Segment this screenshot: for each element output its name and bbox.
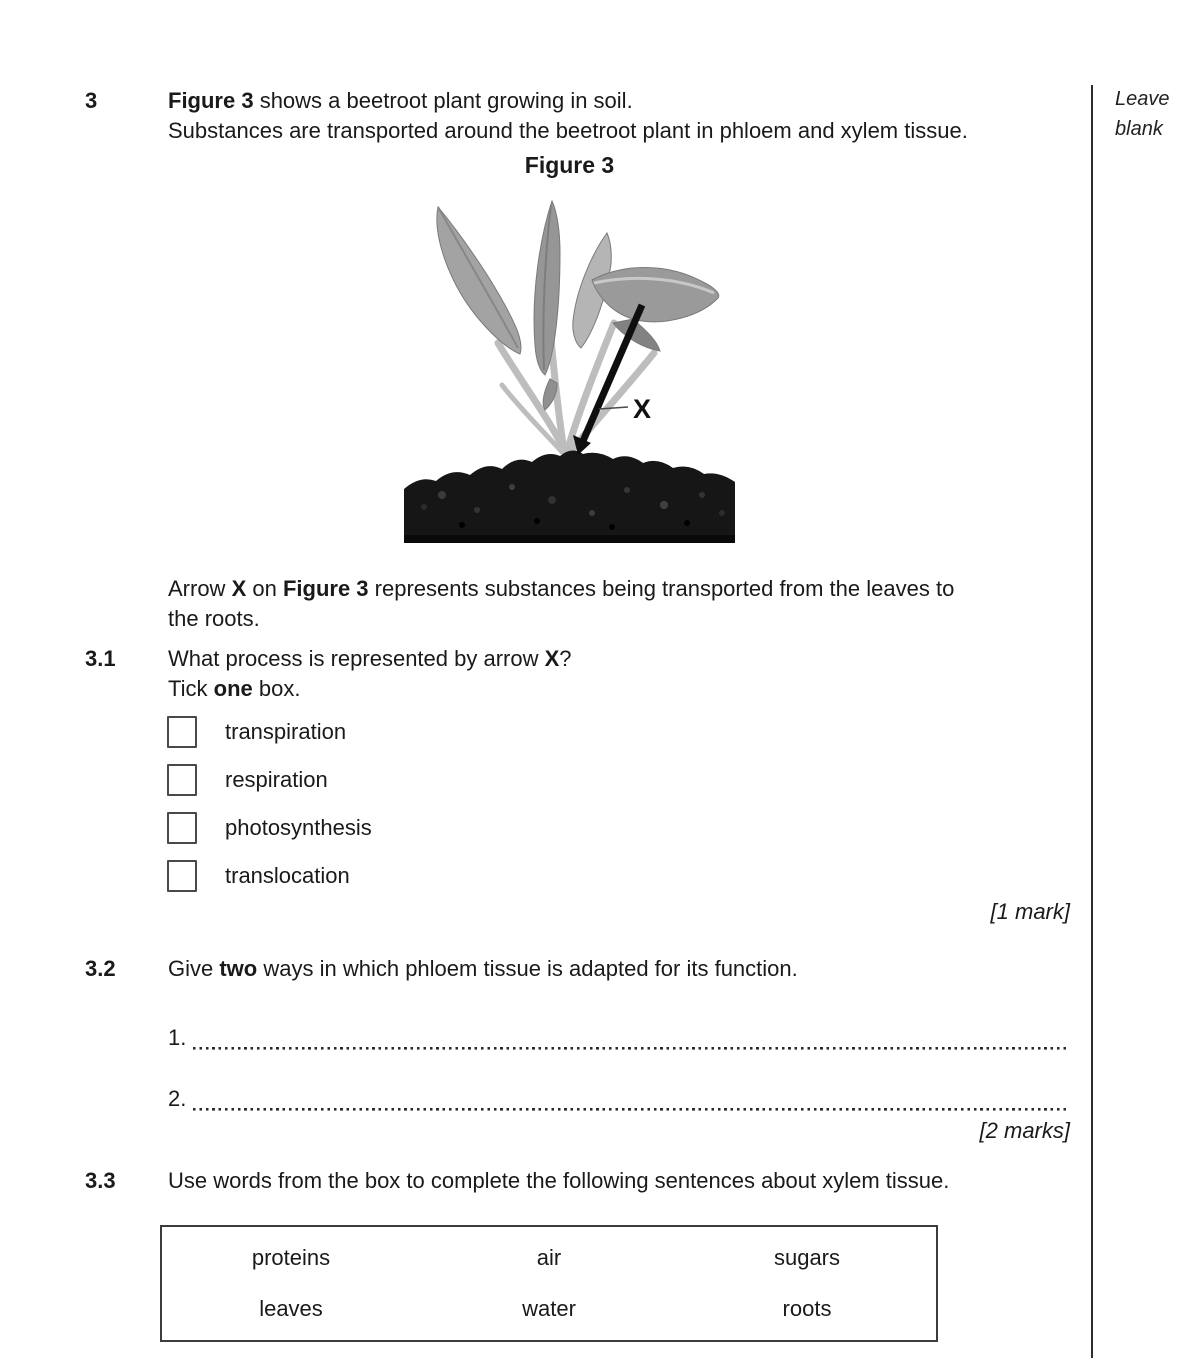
q31-marks: [1 mark] xyxy=(990,899,1070,924)
leave-blank-line2: blank xyxy=(1115,118,1163,140)
x-callout-line xyxy=(599,407,628,409)
leave-blank-line1: Leave xyxy=(1115,88,1170,110)
arrow-note xyxy=(168,574,1068,634)
answer-line-1-label: 1. xyxy=(168,1025,187,1050)
word-water: water xyxy=(522,1295,576,1321)
answer-line-2-field[interactable] xyxy=(193,1087,1070,1111)
word-proteins: proteins xyxy=(251,1245,331,1271)
arrow-note-line1: Arrow X on Figure 3 represents substances being transported from the leaves to xyxy=(168,576,955,601)
figure-3-title: Figure 3 xyxy=(524,152,615,178)
question-number-3-1: 3.1 xyxy=(85,646,116,671)
answer-line-2-label: 2. xyxy=(168,1086,187,1111)
option-row-transpiration xyxy=(167,715,346,749)
leave-blank-note xyxy=(1115,84,1170,144)
word-box-row-1 xyxy=(162,1245,936,1271)
beetroot-plant-figure xyxy=(402,195,737,545)
question-number-3-3: 3.3 xyxy=(85,1168,116,1193)
option-label-transpiration: transpiration xyxy=(225,719,347,744)
option-row-photosynthesis xyxy=(167,811,372,845)
question-3-3-text xyxy=(168,1166,1068,1196)
q32-marks: [2 marks] xyxy=(979,1118,1070,1143)
soil xyxy=(404,450,735,543)
option-label-photosynthesis: photosynthesis xyxy=(225,815,372,840)
word-box-row-2 xyxy=(162,1296,936,1322)
answer-line-1[interactable] xyxy=(168,1026,1070,1050)
question-3-1-text xyxy=(168,644,1068,704)
answer-line-2[interactable] xyxy=(168,1087,1070,1111)
arrow-note-line2: the roots. xyxy=(168,606,260,631)
question-number-3-2: 3.2 xyxy=(85,956,116,981)
q33-question: Use words from the box to complete the following sentences about xylem tissue. xyxy=(168,1168,950,1193)
option-row-respiration xyxy=(167,763,328,797)
right-margin-rule xyxy=(1091,85,1093,1358)
option-label-respiration: respiration xyxy=(225,767,328,792)
word-box xyxy=(160,1225,938,1342)
x-label: X xyxy=(633,394,652,424)
word-air: air xyxy=(536,1245,562,1271)
answer-line-1-field[interactable] xyxy=(193,1026,1070,1050)
checkbox-photosynthesis[interactable] xyxy=(167,812,197,844)
q31-instruction: Tick one box. xyxy=(168,676,301,701)
intro-line-2: Substances are transported around the beetroot plant in phloem and xylem tissue. xyxy=(168,118,968,143)
question-3-intro xyxy=(168,86,1068,146)
word-roots: roots xyxy=(782,1295,832,1321)
q31-question: What process is represented by arrow X? xyxy=(168,646,572,671)
question-number-3: 3 xyxy=(85,88,98,113)
checkbox-transpiration[interactable] xyxy=(167,716,197,748)
plant-leaves xyxy=(437,201,719,410)
option-label-translocation: translocation xyxy=(225,863,350,888)
checkbox-respiration[interactable] xyxy=(167,764,197,796)
q32-question: Give two ways in which phloem tissue is adapted for its function. xyxy=(168,956,798,981)
question-3-2-text xyxy=(168,954,1068,984)
option-row-translocation xyxy=(167,859,350,893)
checkbox-translocation[interactable] xyxy=(167,860,197,892)
word-sugars: sugars xyxy=(773,1245,841,1271)
beetroot-plant-image xyxy=(402,195,737,545)
intro-line-1: Figure 3 shows a beetroot plant growing in soil. xyxy=(168,88,633,113)
word-leaves: leaves xyxy=(259,1295,323,1321)
